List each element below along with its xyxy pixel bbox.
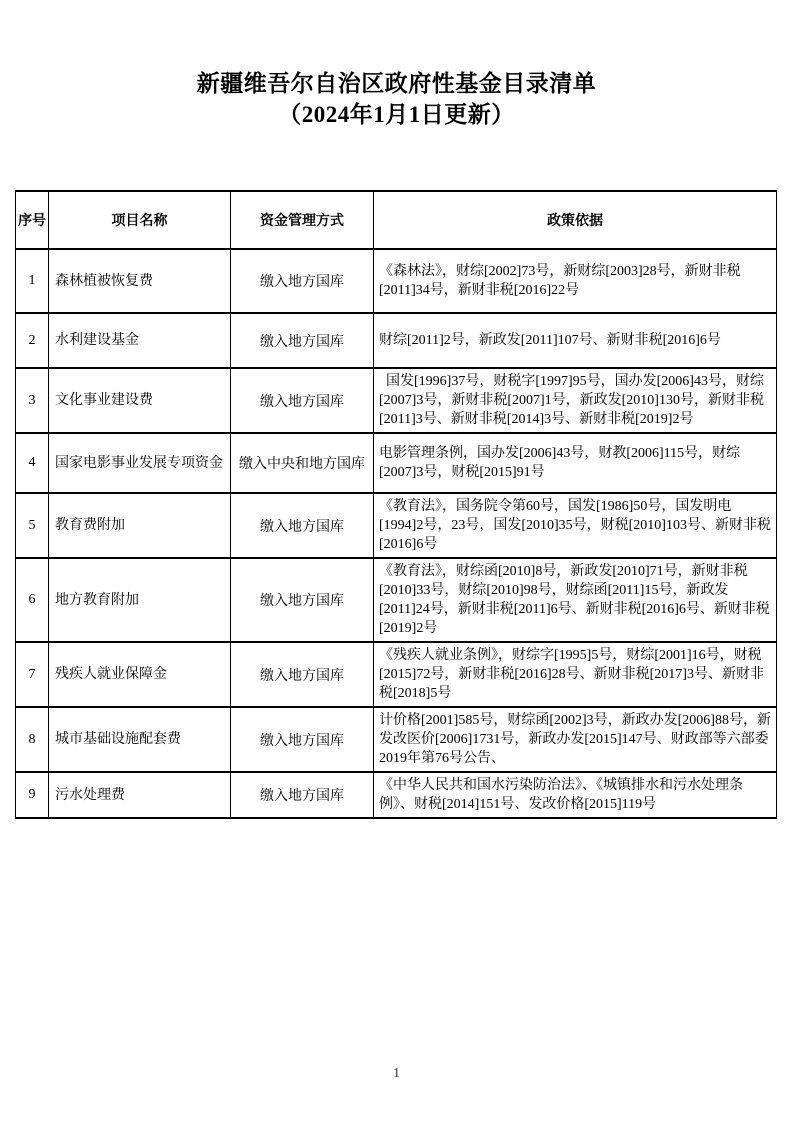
cell-fund-management: 缴入地方国库: [231, 313, 374, 368]
cell-serial: 3: [16, 368, 49, 433]
cell-project-name: 残疾人就业保障金: [49, 642, 231, 707]
cell-serial: 4: [16, 433, 49, 493]
table-row: [16, 433, 777, 493]
table-row: [16, 368, 777, 433]
cell-serial: 6: [16, 558, 49, 642]
cell-policy-basis: 财综[2011]2号，新政发[2011]107号、新财非税[2016]6号: [374, 313, 777, 368]
cell-policy-basis: 电影管理条例，国办发[2006]43号，财教[2006]115号，财综[2007]3号，财税[2015]91号: [374, 433, 777, 493]
cell-project-name: 文化事业建设费: [49, 368, 231, 433]
cell-serial: 2: [16, 313, 49, 368]
cell-policy-basis: 计价格[2001]585号，财综函[2002]3号，新政办发[2006]88号，新发改医价[2006]1731号，新政办发[2015]147号、财政部等六部委2019年第76号公告、: [374, 707, 777, 772]
document-title-block: [0, 68, 793, 130]
cell-fund-management: 缴入中央和地方国库: [231, 433, 374, 493]
cell-fund-management: 缴入地方国库: [231, 707, 374, 772]
cell-project-name: 教育费附加: [49, 493, 231, 558]
cell-project-name: 地方教育附加: [49, 558, 231, 642]
cell-fund-management: 缴入地方国库: [231, 368, 374, 433]
cell-serial: 8: [16, 707, 49, 772]
cell-policy-basis: 《残疾人就业条例》，财综字[1995]5号，财综[2001]16号，财税[2015]72号，新财非税[2016]28号、新财非税[2017]3号、新财非税[2018]5号: [374, 642, 777, 707]
cell-project-name: 污水处理费: [49, 772, 231, 818]
column-header-project-name: 项目名称: [49, 191, 231, 249]
cell-project-name: 城市基础设施配套费: [49, 707, 231, 772]
table-row: [16, 313, 777, 368]
funds-table: [15, 190, 777, 819]
table-row: [16, 772, 777, 818]
cell-policy-basis: 《教育法》，财综函[2010]8号，新政发[2010]71号，新财非税[2010]33号，财综[2010]98号，财综函[2011]15号，新政发[2011]24号，新财非税[2011]6号、新财非税[2016]6号、新财非税[2019]2号: [374, 558, 777, 642]
table-row: [16, 642, 777, 707]
cell-fund-management: 缴入地方国库: [231, 772, 374, 818]
cell-serial: 1: [16, 249, 49, 313]
cell-policy-basis: 《森林法》，财综[2002]73号，新财综[2003]28号，新财非税[2011]34号，新财非税[2016]22号: [374, 249, 777, 313]
cell-policy-basis: 国发[1996]37号，财税字[1997]95号，国办发[2006]43号，财综[2007]3号，新财非税[2007]1号，新政发[2010]130号，新财非税[2011]3号、新财非税[2014]3号、新财非税[2019]2号: [374, 368, 777, 433]
column-header-policy-basis: 政策依据: [374, 191, 777, 249]
page-number: 1: [393, 1066, 400, 1081]
cell-serial: 7: [16, 642, 49, 707]
cell-project-name: 国家电影事业发展专项资金: [49, 433, 231, 493]
cell-fund-management: 缴入地方国库: [231, 249, 374, 313]
cell-project-name: 水利建设基金: [49, 313, 231, 368]
cell-fund-management: 缴入地方国库: [231, 642, 374, 707]
cell-policy-basis: 《中华人民共和国水污染防治法》、《城镇排水和污水处理条例》、财税[2014]151号、发改价格[2015]119号: [374, 772, 777, 818]
cell-project-name: 森林植被恢复费: [49, 249, 231, 313]
document-title: 新疆维吾尔自治区政府性基金目录清单: [196, 71, 597, 96]
table-row: [16, 249, 777, 313]
cell-fund-management: 缴入地方国库: [231, 558, 374, 642]
table-row: [16, 707, 777, 772]
cell-serial: 9: [16, 772, 49, 818]
column-header-serial: 序号: [16, 191, 49, 249]
document-subtitle: （2024年1月1日更新）: [278, 102, 515, 127]
column-header-fund-management: 资金管理方式: [231, 191, 374, 249]
cell-serial: 5: [16, 493, 49, 558]
cell-fund-management: 缴入地方国库: [231, 493, 374, 558]
table-header-row: [16, 191, 777, 249]
table-row: [16, 493, 777, 558]
cell-policy-basis: 《教育法》，国务院令第60号，国发[1986]50号，国发明电[1994]2号，23号，国发[2010]35号，财税[2010]103号、新财非税[2016]6号: [374, 493, 777, 558]
table-row: [16, 558, 777, 642]
